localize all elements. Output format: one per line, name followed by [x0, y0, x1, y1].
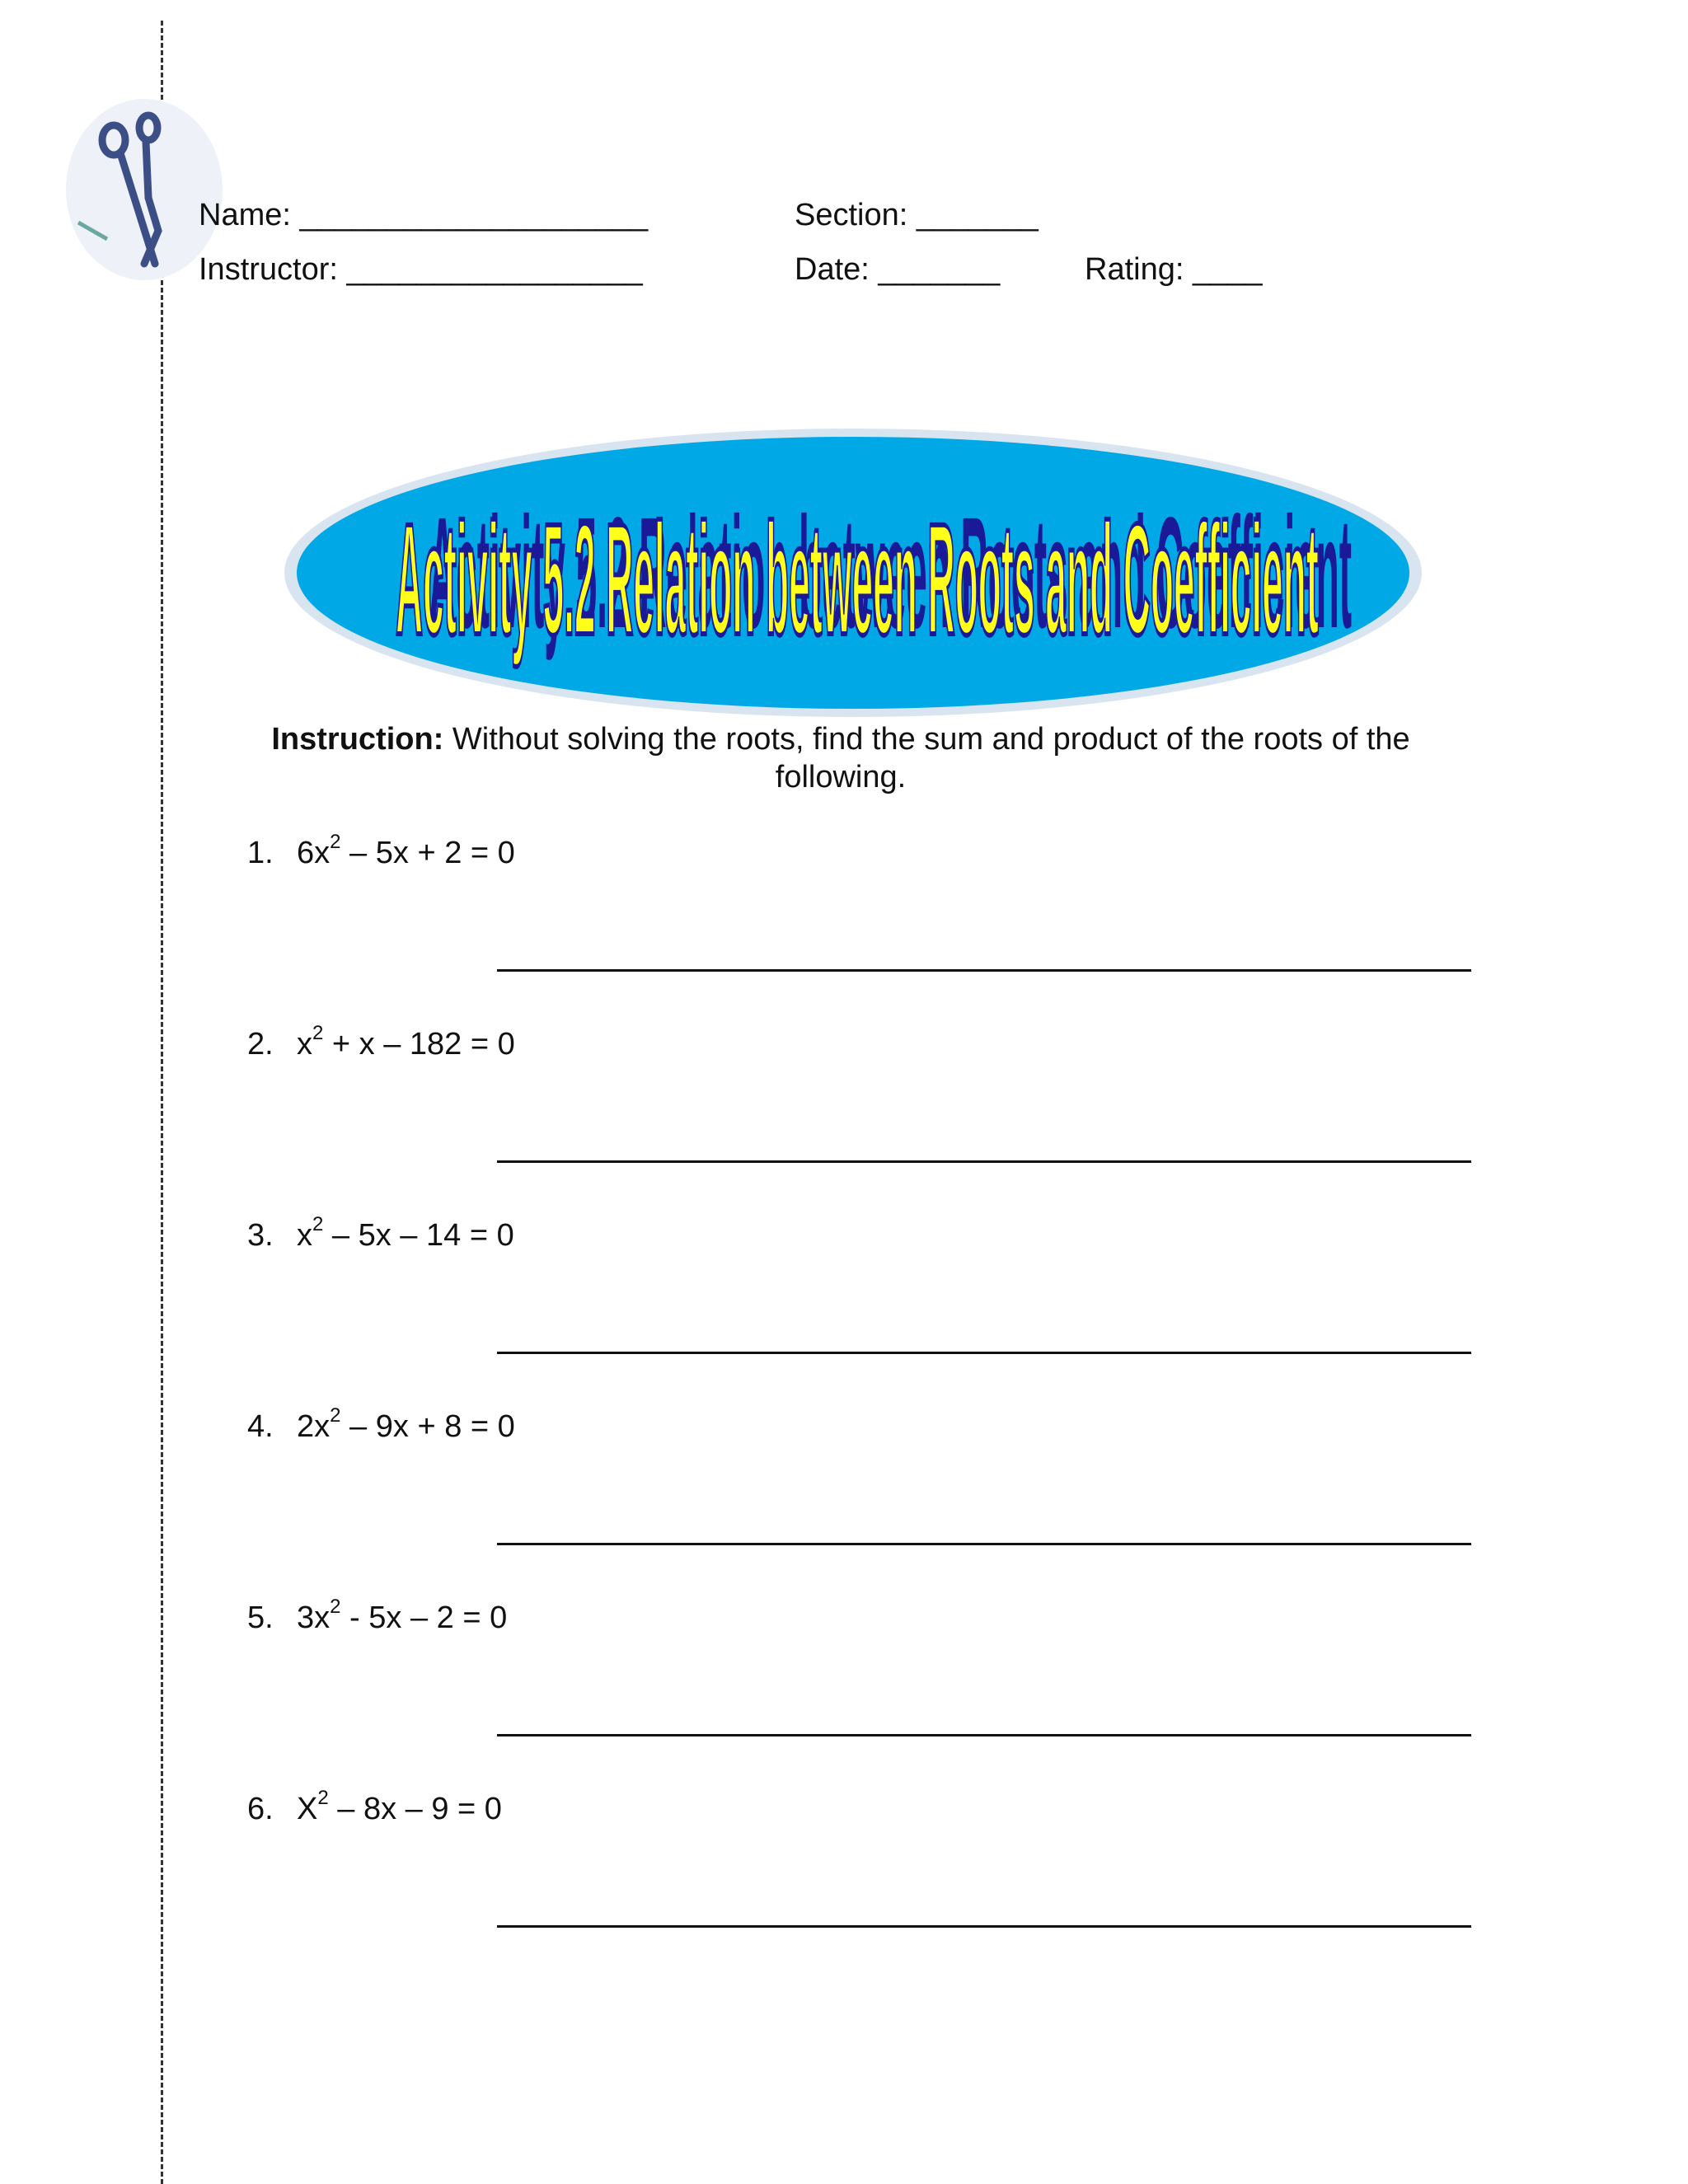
answer-line[interactable]: [497, 1352, 1471, 1354]
answer-line[interactable]: [497, 1734, 1471, 1736]
problem-item: [247, 1404, 515, 1445]
title-banner: [280, 424, 1426, 721]
equation-exponent: 2: [330, 1404, 341, 1427]
problem-number: 4.: [247, 1409, 274, 1444]
problem-number: 1.: [247, 836, 274, 870]
problem-number: 2.: [247, 1027, 274, 1062]
rating-field[interactable]: Rating: ____: [1085, 252, 1263, 287]
problem-equation: [297, 1596, 508, 1635]
equation-rest: – 9x + 8 = 0: [340, 1409, 515, 1444]
equation-exponent: 2: [312, 1213, 324, 1235]
problem-item: [247, 1787, 502, 1827]
problem-equation: [297, 831, 515, 870]
instruction-body: Without solving the roots, find the sum and product of the roots of the following.: [443, 722, 1410, 794]
dashed-cut-line: [161, 21, 163, 2184]
equation-rest: + x – 182 = 0: [323, 1027, 515, 1062]
answer-line[interactable]: [497, 1925, 1471, 1928]
equation-term: x: [297, 1218, 312, 1253]
equation-term: X: [297, 1792, 318, 1826]
equation-rest: – 5x – 14 = 0: [323, 1218, 514, 1253]
problem-number: 6.: [247, 1792, 274, 1826]
equation-rest: – 5x + 2 = 0: [340, 836, 515, 870]
answer-line[interactable]: [497, 1543, 1471, 1545]
equation-rest: - 5x – 2 = 0: [340, 1601, 508, 1635]
equation-term: 6x: [297, 836, 331, 870]
equation-rest: – 8x – 9 = 0: [328, 1792, 502, 1826]
equation-exponent: 2: [330, 831, 341, 853]
problem-item: [247, 1022, 515, 1062]
problem-equation: [297, 1213, 514, 1253]
answer-line[interactable]: [497, 969, 1471, 972]
equation-term: 3x: [297, 1601, 331, 1635]
equation-term: x: [297, 1027, 312, 1062]
problem-equation: [297, 1022, 515, 1062]
equation-term: 2x: [297, 1409, 331, 1444]
banner-title: Activity 5.2 Relation between Roots and Coefficient: [395, 491, 1319, 668]
instruction-text: [223, 720, 1459, 796]
banner-title-shadow: Activity 5.2 Relation between Roots and Coefficient: [429, 485, 1352, 662]
problem-equation: [297, 1404, 515, 1444]
problem-number: 5.: [247, 1601, 274, 1635]
date-field[interactable]: Date: _______: [795, 252, 1001, 287]
problem-item: [247, 831, 515, 871]
instructor-field[interactable]: Instructor: _________________: [199, 252, 643, 287]
instruction-label: Instruction:: [271, 722, 444, 757]
problem-item: [247, 1596, 508, 1636]
equation-exponent: 2: [312, 1022, 324, 1044]
name-field[interactable]: Name: ____________________: [199, 198, 649, 232]
problem-equation: [297, 1787, 502, 1826]
answer-line[interactable]: [497, 1160, 1471, 1163]
problem-number: 3.: [247, 1218, 274, 1253]
equation-exponent: 2: [317, 1787, 329, 1809]
section-field[interactable]: Section: _______: [795, 198, 1039, 232]
problem-item: [247, 1213, 514, 1254]
equation-exponent: 2: [330, 1596, 341, 1618]
